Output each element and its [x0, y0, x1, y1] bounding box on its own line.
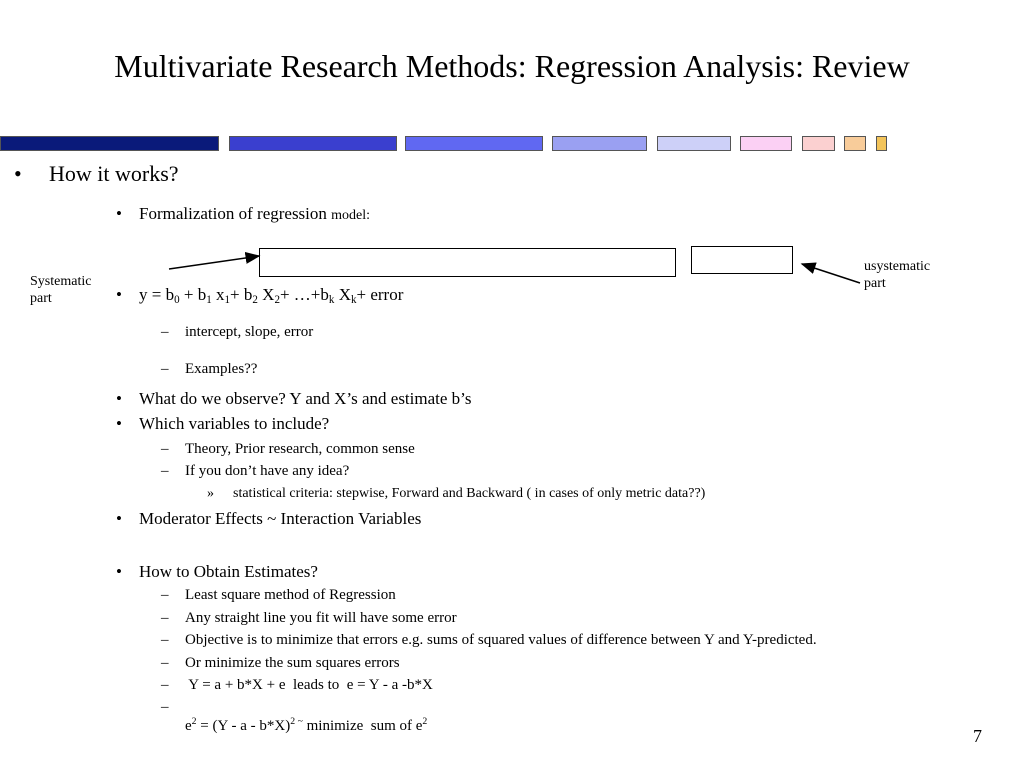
systematic-part-box [259, 248, 676, 277]
bullet-marker: • [116, 389, 122, 408]
item-e-squared: $e^2 = (Y - a - b*X)^{2 \sim}$ minimize sum of $e^2$ [185, 716, 428, 734]
dash-marker: – [161, 361, 169, 377]
dash-marker: – [161, 632, 169, 648]
dash-marker: – [161, 441, 169, 457]
item-yeq: Y = a + b*X + e leads to e = Y - a -b*X [185, 677, 433, 693]
dash-marker: – [161, 655, 169, 671]
bullet-marker: • [116, 285, 122, 304]
bullet-formalization: Formalization of regression model: [139, 204, 371, 223]
dash-marker: – [161, 699, 169, 715]
unsystematic-arrow [802, 264, 860, 283]
color-bar-segment [552, 136, 647, 151]
color-bar-segment [844, 136, 866, 151]
color-bar-segment [876, 136, 887, 151]
bullet-marker: • [116, 562, 122, 581]
color-bar-segment [740, 136, 792, 151]
item-objective: Objective is to minimize that errors e.g. sums of squared values of difference between Y and Y-predicted. [185, 632, 817, 648]
color-bar-segment [405, 136, 543, 151]
bullet-marker: • [116, 509, 122, 528]
dash-marker: – [161, 677, 169, 693]
page-number: 7 [973, 726, 982, 746]
bullet-which-vars: Which variables to include? [139, 414, 330, 433]
item-intercept: intercept, slope, error [185, 324, 314, 340]
systematic-part-label: Systematic part [30, 274, 92, 306]
bullet-how-it-works: How it works? [49, 161, 179, 186]
item-examples: Examples?? [185, 361, 258, 377]
bullet-marker: • [14, 161, 22, 186]
dash-marker: – [161, 610, 169, 626]
dash-marker: – [161, 324, 169, 340]
color-bar-segment [657, 136, 731, 151]
bullet-marker: • [116, 204, 122, 223]
bullet-moderator: Moderator Effects ~ Interaction Variables [139, 509, 422, 528]
raquo-marker: » [207, 486, 214, 501]
unsystematic-part-box [691, 246, 793, 274]
regression-equation: $y = b_0 + b_1$ $x_1+ b_2$ $X_2+$ $\dots+b_k$ $X_k+$ error [139, 285, 404, 306]
color-bar-segment [229, 136, 397, 151]
bullet-marker: • [116, 414, 122, 433]
systematic-arrow [169, 256, 259, 269]
color-bar-segment [0, 136, 219, 151]
item-stat-criteria: statistical criteria: stepwise, Forward and Backward ( in cases of only metric data??) [233, 486, 706, 501]
color-bar-segment [802, 136, 835, 151]
bullet-obtain: How to Obtain Estimates? [139, 562, 318, 581]
dash-marker: – [161, 463, 169, 479]
page-title: Multivariate Research Methods: Regression Analysis: Review [114, 48, 910, 84]
dash-marker: – [161, 587, 169, 603]
bullet-observe: What do we observe? Y and X’s and estimate b’s [139, 389, 472, 408]
item-or-minimize: Or minimize the sum squares errors [185, 655, 400, 671]
item-theory: Theory, Prior research, common sense [185, 441, 415, 457]
unsystematic-part-label: usystematic part [864, 259, 931, 291]
item-least-square: Least square method of Regression [185, 587, 396, 603]
item-no-idea: If you don’t have any idea? [185, 463, 350, 479]
item-any-line: Any straight line you fit will have some error [185, 610, 457, 626]
